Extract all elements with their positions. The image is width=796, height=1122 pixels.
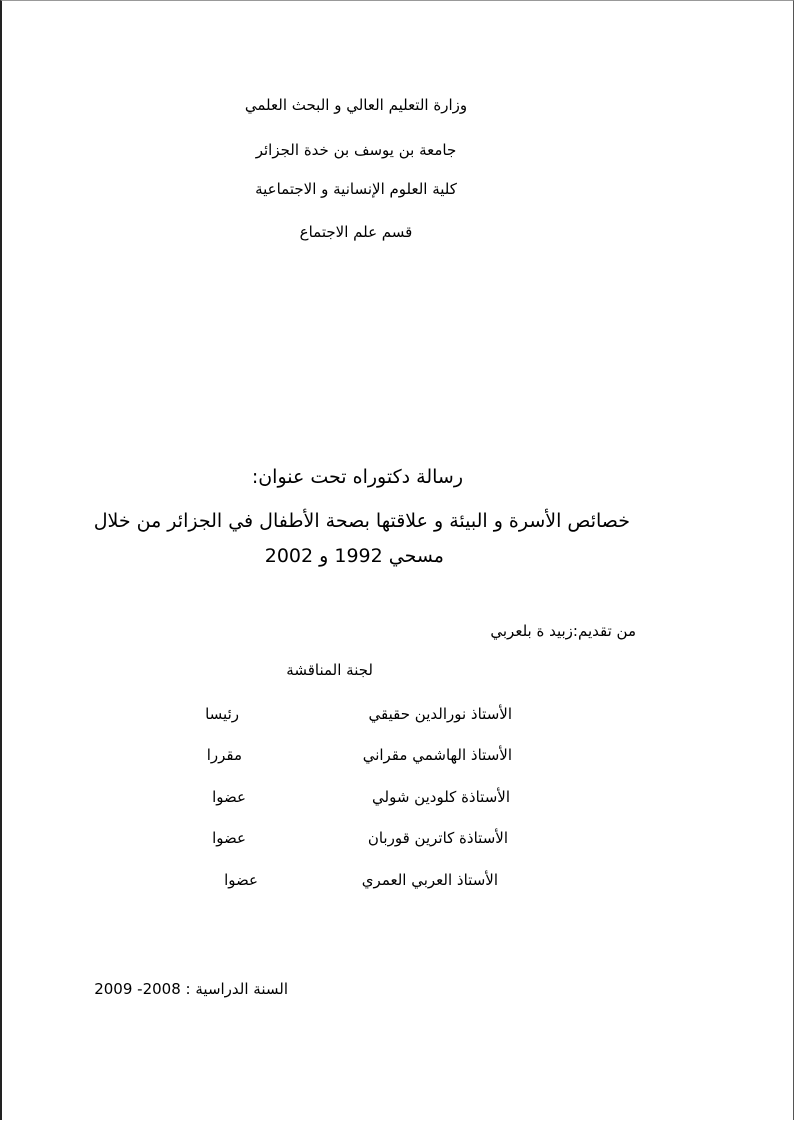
presented-by: من تقديم:زبيد ة بلعربي [490, 622, 636, 640]
thesis-title-line2: مسحي 1992 و 2002 [264, 545, 444, 567]
committee-member-name: الأستاذة كاترين قوربان [367, 829, 508, 847]
committee-member-name: الأستاذة كلودين شولي [372, 788, 510, 806]
committee-member-role: عضوا [212, 788, 246, 806]
faculty-line: كلية العلوم الإنسانية و الاجتماعية [255, 180, 457, 198]
university-line: جامعة بن يوسف بن خدة الجزائر [255, 141, 457, 159]
thesis-title-line1: خصائص الأسرة و البيئة و علاقتها بصحة الأطفال في الجزائر من خلال [93, 510, 630, 532]
committee-heading: لجنة المناقشة [286, 661, 373, 679]
committee-member-name: الأستاذ الهاشمي مقراني [362, 746, 512, 764]
thesis-type-label: رسالة دكتوراه تحت عنوان: [251, 466, 463, 488]
committee-member-role: رئيسا [205, 705, 239, 723]
committee-member-role: مقررا [206, 746, 242, 764]
committee-member-role: عضوا [212, 829, 246, 847]
academic-year: السنة الدراسية : 2008- 2009 [94, 980, 288, 998]
ministry-line: وزارة التعليم العالي و البحث العلمي [244, 96, 468, 114]
committee-member-name: الأستاذ العربي العمري [361, 871, 498, 889]
committee-member-role: عضوا [224, 871, 258, 889]
committee-member-name: الأستاذ نورالدين حقيقي [368, 705, 512, 723]
department-line: قسم علم الاجتماع [299, 223, 413, 241]
